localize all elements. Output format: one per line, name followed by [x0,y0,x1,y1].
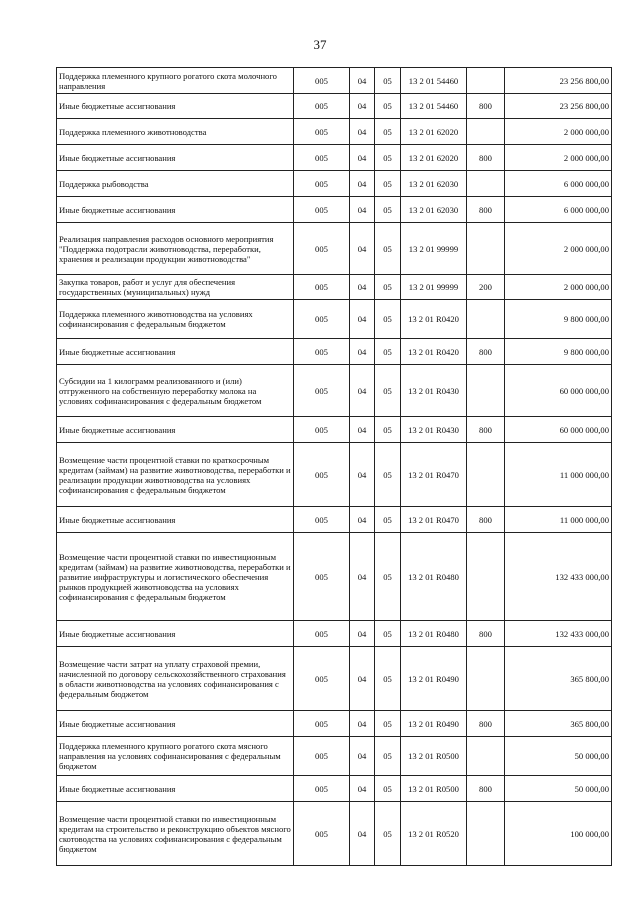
budget-table-body [57,68,612,866]
row-subsection: 05 [375,443,401,507]
row-subsection: 05 [375,171,401,197]
row-type [467,737,505,776]
row-subsection: 05 [375,68,401,94]
row-amount: 6 000 000,00 [505,171,612,197]
row-amount: 9 800 000,00 [505,300,612,339]
row-article: 13 2 01 62030 [401,197,467,223]
row-section: 04 [350,533,375,621]
row-section: 04 [350,197,375,223]
row-name: Возмещение части процентной ставки по инвестиционным кредитам на строительство и реконструкцию объектов мясного скотоводства на условиях софинансирования с федеральным бюджетом [57,802,294,866]
table-row [57,621,612,647]
page-number: 37 [313,37,327,52]
row-type: 800 [467,339,505,365]
budget-table [56,67,612,866]
row-article: 13 2 01 R0500 [401,737,467,776]
row-section: 04 [350,776,375,802]
row-article: 13 2 01 R0490 [401,711,467,737]
row-name: Иные бюджетные ассигнования [57,197,294,223]
row-section: 04 [350,647,375,711]
row-name: Иные бюджетные ассигнования [57,417,294,443]
row-code: 005 [294,68,350,94]
row-name: Иные бюджетные ассигнования [57,94,294,119]
row-article: 13 2 01 R0470 [401,507,467,533]
row-code: 005 [294,197,350,223]
row-code: 005 [294,507,350,533]
row-code: 005 [294,802,350,866]
row-type [467,171,505,197]
row-code: 005 [294,417,350,443]
row-article: 13 2 01 R0420 [401,339,467,365]
row-type: 800 [467,507,505,533]
row-section: 04 [350,94,375,119]
row-article: 13 2 01 R0480 [401,533,467,621]
row-type [467,533,505,621]
row-type: 800 [467,711,505,737]
row-article: 13 2 01 62020 [401,145,467,171]
table-row [57,647,612,711]
table-row [57,223,612,275]
row-subsection: 05 [375,94,401,119]
row-amount: 365 800,00 [505,647,612,711]
row-subsection: 05 [375,300,401,339]
row-article: 13 2 01 R0480 [401,621,467,647]
row-subsection: 05 [375,119,401,145]
row-code: 005 [294,145,350,171]
row-code: 005 [294,443,350,507]
row-name: Возмещение части процентной ставки по инвестиционным кредитам (займам) на развитие животноводства, переработки и развитие инфраструктуры и логистического обеспечения рынков продукцией животноводства на условиях софинансирования с федеральным бюджетом [57,533,294,621]
row-section: 04 [350,711,375,737]
row-article: 13 2 01 99999 [401,223,467,275]
row-type [467,119,505,145]
row-amount: 2 000 000,00 [505,223,612,275]
row-article: 13 2 01 R0500 [401,776,467,802]
row-section: 04 [350,507,375,533]
row-name: Поддержка рыбоводства [57,171,294,197]
row-amount: 2 000 000,00 [505,275,612,300]
row-amount: 2 000 000,00 [505,145,612,171]
row-amount: 11 000 000,00 [505,507,612,533]
row-section: 04 [350,223,375,275]
row-amount: 60 000 000,00 [505,365,612,417]
row-name: Поддержка племенного крупного рогатого скота мясного направления на условиях софинансирования с федеральным бюджетом [57,737,294,776]
row-code: 005 [294,737,350,776]
table-row [57,443,612,507]
row-type: 800 [467,417,505,443]
row-subsection: 05 [375,621,401,647]
table-row [57,737,612,776]
row-code: 005 [294,275,350,300]
row-code: 005 [294,533,350,621]
table-row [57,533,612,621]
row-section: 04 [350,119,375,145]
row-amount: 6 000 000,00 [505,197,612,223]
row-amount: 50 000,00 [505,737,612,776]
row-name: Субсидии на 1 килограмм реализованного и (или) отгруженного на собственную переработку молока на условиях софинансирования с федеральным бюджетом [57,365,294,417]
table-row [57,197,612,223]
row-amount: 11 000 000,00 [505,443,612,507]
row-type: 800 [467,145,505,171]
row-section: 04 [350,417,375,443]
row-name: Иные бюджетные ассигнования [57,507,294,533]
row-type [467,443,505,507]
table-row [57,119,612,145]
row-amount: 23 256 800,00 [505,94,612,119]
row-section: 04 [350,339,375,365]
row-amount: 9 800 000,00 [505,339,612,365]
row-subsection: 05 [375,417,401,443]
row-subsection: 05 [375,365,401,417]
row-type [467,647,505,711]
row-subsection: 05 [375,711,401,737]
table-row [57,776,612,802]
row-name: Иные бюджетные ассигнования [57,711,294,737]
row-amount: 132 433 000,00 [505,621,612,647]
row-article: 13 2 01 62020 [401,119,467,145]
table-row [57,417,612,443]
row-type [467,300,505,339]
row-article: 13 2 01 R0490 [401,647,467,711]
table-row [57,802,612,866]
row-code: 005 [294,621,350,647]
row-code: 005 [294,223,350,275]
row-amount: 365 800,00 [505,711,612,737]
row-code: 005 [294,365,350,417]
row-name: Иные бюджетные ассигнования [57,776,294,802]
table-row [57,711,612,737]
row-name: Поддержка племенного животноводства [57,119,294,145]
row-code: 005 [294,776,350,802]
row-article: 13 2 01 54460 [401,94,467,119]
row-subsection: 05 [375,197,401,223]
row-subsection: 05 [375,223,401,275]
row-code: 005 [294,119,350,145]
table-row [57,300,612,339]
row-subsection: 05 [375,533,401,621]
row-amount: 23 256 800,00 [505,68,612,94]
row-amount: 100 000,00 [505,802,612,866]
table-row [57,507,612,533]
row-section: 04 [350,275,375,300]
row-type: 800 [467,94,505,119]
row-article: 13 2 01 R0520 [401,802,467,866]
row-subsection: 05 [375,737,401,776]
row-type [467,68,505,94]
row-name: Возмещение части процентной ставки по краткосрочным кредитам (займам) на развитие животноводства, переработки и реализации продукции животноводства на условиях софинансирования с федеральным бюджетом [57,443,294,507]
table-row [57,339,612,365]
row-section: 04 [350,737,375,776]
row-name: Поддержка племенного крупного рогатого скота молочного направления [57,68,294,94]
row-article: 13 2 01 R0430 [401,417,467,443]
table-row [57,365,612,417]
row-article: 13 2 01 62030 [401,171,467,197]
table-row [57,145,612,171]
row-type [467,365,505,417]
row-subsection: 05 [375,275,401,300]
row-code: 005 [294,94,350,119]
row-type: 800 [467,197,505,223]
row-name: Иные бюджетные ассигнования [57,621,294,647]
row-article: 13 2 01 54460 [401,68,467,94]
row-section: 04 [350,365,375,417]
table-row [57,171,612,197]
row-amount: 2 000 000,00 [505,119,612,145]
row-name: Иные бюджетные ассигнования [57,339,294,365]
row-subsection: 05 [375,339,401,365]
row-article: 13 2 01 99999 [401,275,467,300]
row-code: 005 [294,647,350,711]
row-type: 200 [467,275,505,300]
row-type [467,223,505,275]
row-section: 04 [350,300,375,339]
row-section: 04 [350,802,375,866]
row-name: Реализация направления расходов основного мероприятия "Поддержка подотрасли животноводства, переработки, хранения и реализации продукции животноводства" [57,223,294,275]
row-article: 13 2 01 R0420 [401,300,467,339]
row-name: Возмещение части затрат на уплату страховой премии, начисленной по договору сельскохозяйственного страхования в области животноводства на условиях софинансирования с федеральным бюджетом [57,647,294,711]
row-section: 04 [350,621,375,647]
row-subsection: 05 [375,802,401,866]
row-section: 04 [350,145,375,171]
row-section: 04 [350,171,375,197]
row-section: 04 [350,68,375,94]
row-code: 005 [294,711,350,737]
row-code: 005 [294,339,350,365]
table-row [57,94,612,119]
row-name: Поддержка племенного животноводства на условиях софинансирования с федеральным бюджетом [57,300,294,339]
row-amount: 60 000 000,00 [505,417,612,443]
table-row [57,275,612,300]
row-code: 005 [294,300,350,339]
row-subsection: 05 [375,776,401,802]
row-code: 005 [294,171,350,197]
table-row [57,68,612,94]
row-article: 13 2 01 R0470 [401,443,467,507]
row-subsection: 05 [375,145,401,171]
row-section: 04 [350,443,375,507]
row-article: 13 2 01 R0430 [401,365,467,417]
row-subsection: 05 [375,647,401,711]
row-amount: 50 000,00 [505,776,612,802]
row-name: Иные бюджетные ассигнования [57,145,294,171]
row-type [467,802,505,866]
row-subsection: 05 [375,507,401,533]
row-amount: 132 433 000,00 [505,533,612,621]
row-type: 800 [467,776,505,802]
row-type: 800 [467,621,505,647]
row-name: Закупка товаров, работ и услуг для обеспечения государственных (муниципальных) нужд [57,275,294,300]
